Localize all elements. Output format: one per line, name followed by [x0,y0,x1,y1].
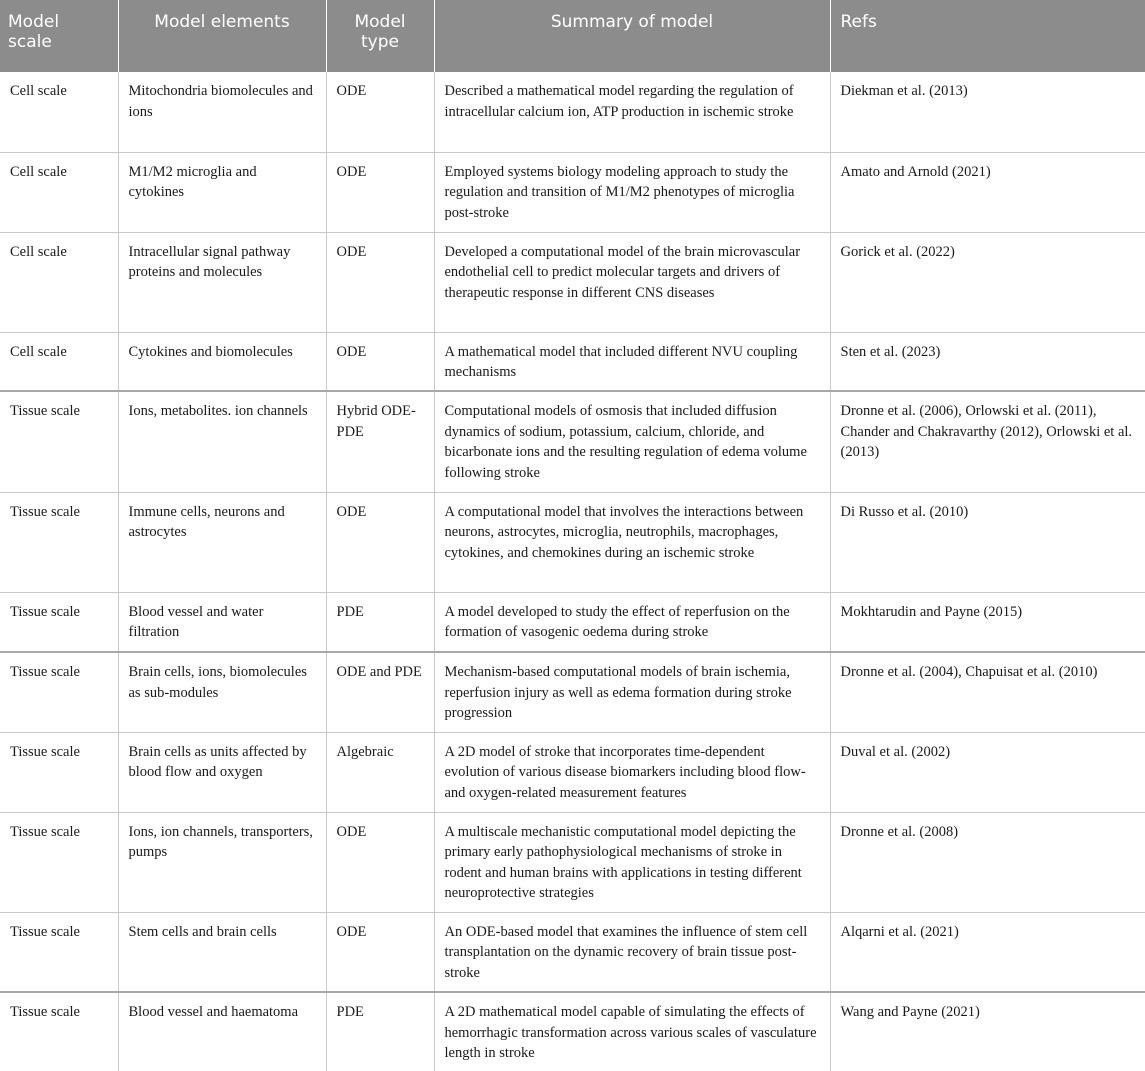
cell-model-type: ODE [326,912,434,992]
cell-model-type: ODE [326,232,434,332]
cell-model-type: ODE [326,152,434,232]
cell-model-scale: Tissue scale [0,492,118,592]
cell-model-scale: Tissue scale [0,391,118,492]
cell-summary: Computational models of osmosis that included diffusion dynamics of sodium, potassium, calcium, chloride, and bicarbonate ions and the resulting regulation of edema volume following stroke [434,391,830,492]
cell-model-elements: Cytokines and biomolecules [118,332,326,391]
table-row [0,912,1145,992]
cell-refs: Diekman et al. (2013) [830,72,1145,152]
cell-refs: Di Russo et al. (2010) [830,492,1145,592]
cell-model-elements: Intracellular signal pathway proteins and molecules [118,232,326,332]
table-row [0,492,1145,592]
cell-model-scale: Tissue scale [0,912,118,992]
cell-refs: Wang and Payne (2021) [830,992,1145,1071]
cell-summary: A computational model that involves the interactions between neurons, astrocytes, microglia, neutrophils, macrophages, cytokines, and chemokines during an ischemic stroke [434,492,830,592]
cell-refs: Mokhtarudin and Payne (2015) [830,592,1145,652]
cell-summary: An ODE-based model that examines the influence of stem cell transplantation on the dynamic recovery of brain tissue post-stroke [434,912,830,992]
cell-model-elements: Brain cells as units affected by blood flow and oxygen [118,732,326,812]
table-row [0,652,1145,732]
cell-model-type: Algebraic [326,732,434,812]
cell-model-elements: Stem cells and brain cells [118,912,326,992]
cell-model-elements: Blood vessel and water filtration [118,592,326,652]
cell-model-type: ODE and PDE [326,652,434,732]
table-row [0,391,1145,492]
cell-summary: A 2D mathematical model capable of simulating the effects of hemorrhagic transformation across various scales of vasculature length in stroke [434,992,830,1071]
cell-model-type: ODE [326,812,434,912]
cell-model-type: PDE [326,592,434,652]
cell-model-type: ODE [326,492,434,592]
cell-model-scale: Cell scale [0,332,118,391]
cell-model-scale: Tissue scale [0,812,118,912]
cell-summary: A multiscale mechanistic computational model depicting the primary early pathophysiological mechanisms of stroke in rodent and human brains with applications in testing different neuroprotective strategies [434,812,830,912]
table-body [0,72,1145,1071]
cell-model-elements: Ions, ion channels, transporters, pumps [118,812,326,912]
header-refs: Refs [830,0,1145,72]
cell-model-scale: Cell scale [0,72,118,152]
cell-model-type: ODE [326,332,434,391]
cell-model-type: Hybrid ODE-PDE [326,391,434,492]
table-row [0,592,1145,652]
table-row [0,152,1145,232]
cell-model-scale: Cell scale [0,152,118,232]
cell-summary: Employed systems biology modeling approach to study the regulation and transition of M1/M2 phenotypes of microglia post-stroke [434,152,830,232]
cell-refs: Amato and Arnold (2021) [830,152,1145,232]
cell-model-scale: Tissue scale [0,652,118,732]
cell-model-type: ODE [326,72,434,152]
cell-model-scale: Cell scale [0,232,118,332]
cell-summary: A model developed to study the effect of reperfusion on the formation of vasogenic oedema during stroke [434,592,830,652]
cell-refs: Gorick et al. (2022) [830,232,1145,332]
cell-refs: Sten et al. (2023) [830,332,1145,391]
cell-model-elements: Immune cells, neurons and astrocytes [118,492,326,592]
cell-model-elements: Brain cells, ions, biomolecules as sub-modules [118,652,326,732]
cell-model-elements: Ions, metabolites. ion channels [118,391,326,492]
table-row [0,72,1145,152]
cell-summary: Described a mathematical model regarding the regulation of intracellular calcium ion, ATP production in ischemic stroke [434,72,830,152]
cell-model-scale: Tissue scale [0,592,118,652]
header-row [0,0,1145,72]
cell-model-type: PDE [326,992,434,1071]
cell-summary: A 2D model of stroke that incorporates time-dependent evolution of various disease biomarkers including blood flow- and oxygen-related measurement features [434,732,830,812]
table-row [0,232,1145,332]
header-model-type: Model type [326,0,434,72]
header-model-scale: Model scale [0,0,118,72]
cell-model-elements: Mitochondria biomolecules and ions [118,72,326,152]
cell-refs: Dronne et al. (2008) [830,812,1145,912]
cell-summary: Mechanism-based computational models of brain ischemia, reperfusion injury as well as edema formation during stroke progression [434,652,830,732]
cell-model-scale: Tissue scale [0,732,118,812]
cell-refs: Alqarni et al. (2021) [830,912,1145,992]
header-summary: Summary of model [434,0,830,72]
table-row [0,812,1145,912]
cell-refs: Dronne et al. (2004), Chapuisat et al. (2010) [830,652,1145,732]
cell-model-scale: Tissue scale [0,992,118,1071]
cell-refs: Duval et al. (2002) [830,732,1145,812]
header-model-elements: Model elements [118,0,326,72]
cell-model-elements: Blood vessel and haematoma [118,992,326,1071]
table-row [0,332,1145,391]
cell-model-elements: M1/M2 microglia and cytokines [118,152,326,232]
table-row [0,732,1145,812]
table-header [0,0,1145,72]
cell-refs: Dronne et al. (2006), Orlowski et al. (2011), Chander and Chakravarthy (2012), Orlowski et al. (2013) [830,391,1145,492]
cell-summary: Developed a computational model of the brain microvascular endothelial cell to predict molecular targets and drivers of therapeutic response in different CNS diseases [434,232,830,332]
cell-summary: A mathematical model that included different NVU coupling mechanisms [434,332,830,391]
table-row [0,992,1145,1071]
